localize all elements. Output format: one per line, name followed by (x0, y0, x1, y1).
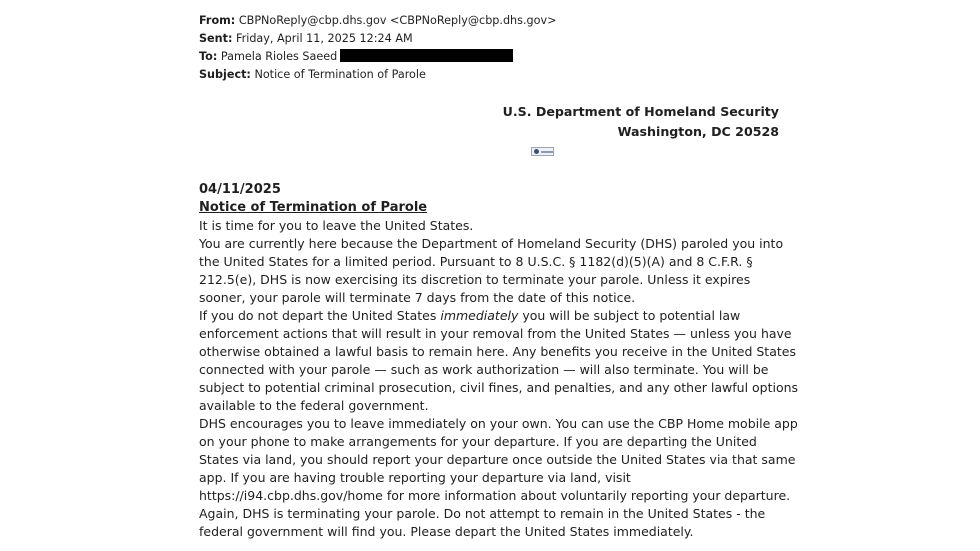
to-row (199, 48, 556, 66)
from-label: From: (199, 14, 236, 27)
paragraph-1: It is time for you to leave the United States. (199, 218, 474, 233)
subject-row (199, 66, 556, 84)
letter-title: Notice of Termination of Parole (199, 200, 428, 215)
paragraph-3-start: If you do not depart the United States (199, 308, 441, 323)
letter-date: 04/11/2025 (199, 182, 281, 197)
department-address: Washington, DC 20528 (617, 124, 779, 139)
department-name: U.S. Department of Homeland Security (502, 104, 779, 119)
seal-emblem-icon (534, 149, 539, 154)
to-label: To: (199, 50, 218, 63)
redacted-email-address (340, 49, 513, 62)
paragraph-4: DHS encourages you to leave immediately on your own. You can use the CBP Home mobile app on your phone to make arrangements for your departure. If you are departing the United States via land, you should report your departure once outside the United States via that same app. If you are having trouble reporting your departure via land, visit https://i94.cbp.dhs.gov/home for more information about voluntarily reporting your departure. (199, 416, 798, 503)
from-value[interactable]: CBPNoReply@cbp.dhs.gov <CBPNoReply@cbp.dhs.gov> (238, 14, 557, 27)
sent-value: Friday, April 11, 2025 12:24 AM (236, 32, 413, 45)
letterhead (503, 102, 779, 142)
seal-text-placeholder (541, 151, 553, 153)
paragraph-5: Again, DHS is terminating your parole. Do not attempt to remain in the United States - the federal government will find you. Please depart the United States immediately. (199, 506, 766, 539)
subject-label: Subject: (199, 68, 251, 81)
dhs-seal-image-icon (531, 147, 554, 156)
paragraph-3-emphasis: immediately (440, 308, 519, 323)
paragraph-3-end: you will be subject to potential law enforcement actions that will result in your removal from the United States — unless you have otherwise obtained a lawful basis to remain here. Any benefits you receive in the United States connected with your parole — such as work authorization — will also terminate. You will be subject to potential criminal prosecution, civil fines, and penalties, and any other lawful options available to the federal government. (199, 308, 799, 413)
subject-value: Notice of Termination of Parole (254, 68, 426, 81)
from-row (199, 12, 556, 30)
sent-row (199, 30, 556, 48)
paragraph-3 (199, 307, 799, 415)
email-header (199, 12, 556, 84)
to-value[interactable]: Pamela Rioles Saeed (220, 50, 338, 63)
paragraph-2: You are currently here because the Department of Homeland Security (DHS) paroled you into the United States for a limited period. Pursuant to 8 U.S.C. § 1182(d)(5)(A) and 8 C.F.R. § 212.5(e), DHS is now exercising its discretion to terminate your parole. Unless it expires sooner, your parole will terminate 7 days from the date of this notice. (199, 236, 784, 305)
letter-body (199, 181, 799, 541)
sent-label: Sent: (199, 32, 233, 45)
